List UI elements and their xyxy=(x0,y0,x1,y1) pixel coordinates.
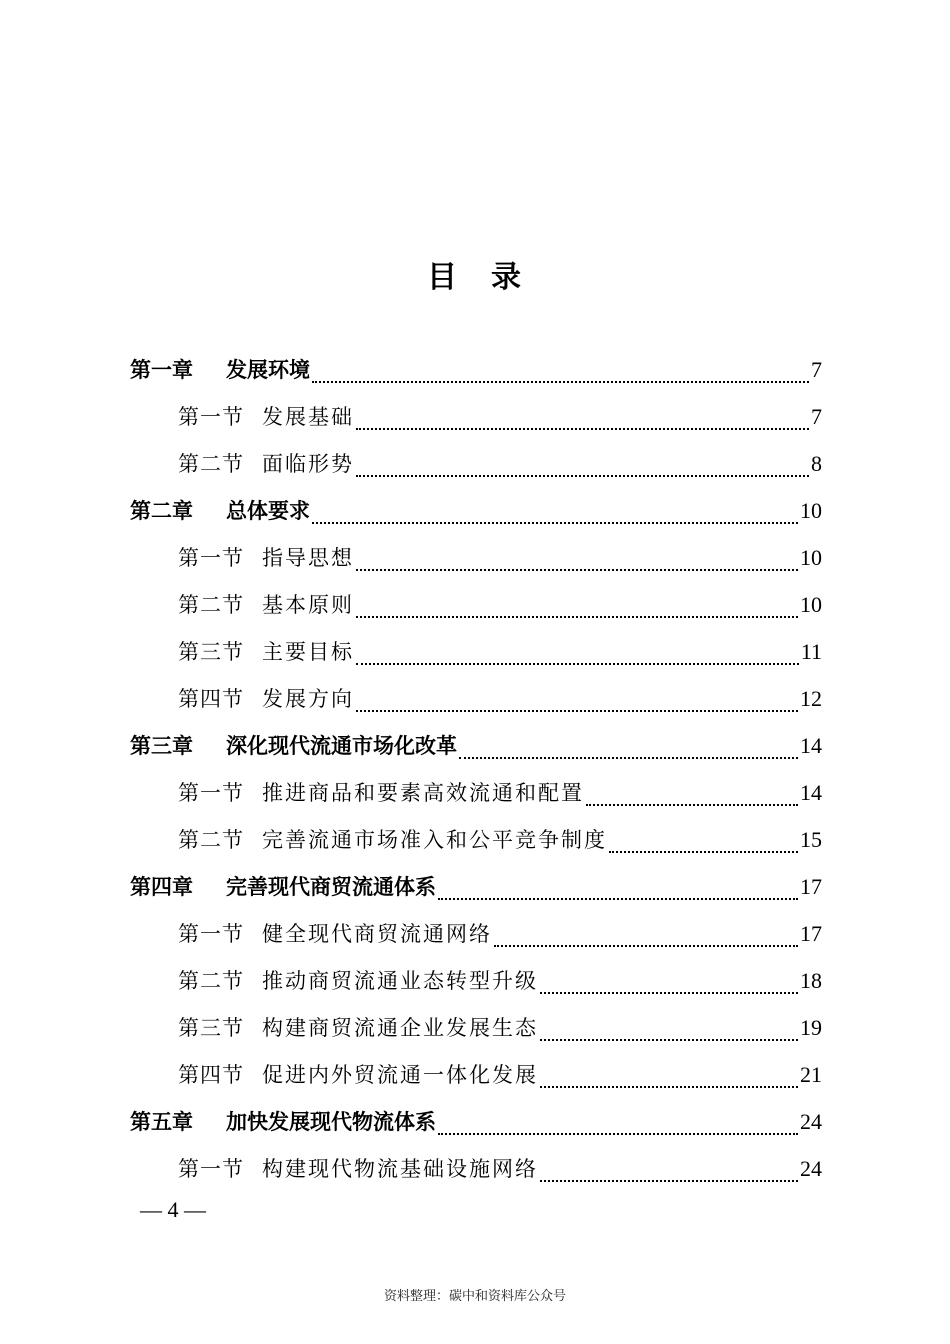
toc-entry-section[interactable] xyxy=(130,820,822,867)
dot-leader xyxy=(438,1133,798,1135)
toc-entry-number: 第二节 xyxy=(178,593,244,617)
toc-entry-page: 7 xyxy=(811,404,822,429)
toc-entry-name: 推动商贸流通业态转型升级 xyxy=(262,969,538,993)
toc-entry-label xyxy=(178,397,354,437)
toc-entry-page: 8 xyxy=(811,451,822,476)
toc-entry-chapter-5[interactable] xyxy=(130,1102,822,1149)
dot-leader xyxy=(312,522,798,524)
dot-leader xyxy=(586,804,798,806)
toc-entry-name: 发展方向 xyxy=(262,687,354,711)
toc-entry-page: 17 xyxy=(800,921,822,946)
dot-leader xyxy=(540,1180,798,1182)
toc-entry-number: 第一章 xyxy=(130,358,193,382)
toc-entry-label xyxy=(178,679,354,719)
toc-entry-label xyxy=(178,914,492,954)
toc-entry-name: 总体要求 xyxy=(226,499,310,523)
toc-entry-name: 健全现代商贸流通网络 xyxy=(262,922,492,946)
toc-entry-page: 10 xyxy=(800,545,822,570)
toc-entry-page: 12 xyxy=(800,686,822,711)
toc-entry-number: 第一节 xyxy=(178,405,244,429)
toc-entry-page: 11 xyxy=(800,639,822,664)
toc-entry-name: 促进内外贸流通一体化发展 xyxy=(262,1063,538,1087)
toc-entry-section[interactable] xyxy=(130,538,822,585)
toc-entry-name: 基本原则 xyxy=(262,593,354,617)
toc-entry-label xyxy=(178,1055,538,1095)
dot-leader xyxy=(356,569,798,571)
toc-entry-label xyxy=(130,726,457,766)
source-credit: 资料整理：碳中和资料库公众号 xyxy=(383,1289,566,1304)
toc-entry-number: 第三节 xyxy=(178,1016,244,1040)
toc-entry-name: 构建商贸流通企业发展生态 xyxy=(262,1016,538,1040)
toc-entry-section[interactable] xyxy=(130,397,822,444)
toc-entry-label xyxy=(130,1102,436,1142)
toc-entry-page: 7 xyxy=(811,357,822,382)
toc-entry-section[interactable] xyxy=(130,914,822,961)
toc-entry-section[interactable] xyxy=(130,1055,822,1102)
toc-entry-name: 发展环境 xyxy=(226,358,310,382)
toc-entry-label xyxy=(178,538,354,578)
toc-entry-label xyxy=(178,585,354,625)
toc-entry-section[interactable] xyxy=(130,1008,822,1055)
toc-entry-label xyxy=(130,350,310,390)
toc-entry-page: 24 xyxy=(800,1109,822,1134)
toc-entry-number: 第五章 xyxy=(130,1110,193,1134)
toc-entry-number: 第三章 xyxy=(130,734,193,758)
page-title: 目 录 xyxy=(427,260,523,295)
dot-leader xyxy=(312,381,809,383)
dot-leader xyxy=(459,757,798,759)
toc-entry-page: 17 xyxy=(800,874,822,899)
toc-entry-page: 10 xyxy=(800,592,822,617)
toc-entry-label xyxy=(178,961,538,1001)
toc-entry-chapter-4[interactable] xyxy=(130,867,822,914)
toc-entry-number: 第四节 xyxy=(178,1063,244,1087)
toc-entry-chapter-2[interactable] xyxy=(130,491,822,538)
toc-entry-page: 14 xyxy=(800,733,822,758)
toc-entry-label xyxy=(130,867,436,907)
toc-entry-name: 面临形势 xyxy=(262,452,354,476)
toc-entry-page: 10 xyxy=(800,498,822,523)
toc-entry-number: 第二节 xyxy=(178,969,244,993)
toc-entry-name: 加快发展现代物流体系 xyxy=(226,1110,436,1134)
toc-entry-label xyxy=(178,444,354,484)
dot-leader xyxy=(609,851,798,853)
toc-entry-page: 15 xyxy=(800,827,822,852)
toc-entry-section[interactable] xyxy=(130,773,822,820)
toc-entry-page: 24 xyxy=(800,1156,822,1181)
toc-entry-number: 第四节 xyxy=(178,687,244,711)
toc-entry-number: 第一节 xyxy=(178,546,244,570)
toc-entry-number: 第一节 xyxy=(178,781,244,805)
toc-entry-label xyxy=(130,491,310,531)
toc-entry-name: 深化现代流通市场化改革 xyxy=(226,734,457,758)
toc-entry-number: 第一节 xyxy=(178,922,244,946)
toc-entry-page: 18 xyxy=(800,968,822,993)
toc-entry-section[interactable] xyxy=(130,679,822,726)
toc-entry-section[interactable] xyxy=(130,961,822,1008)
toc-entry-number: 第三节 xyxy=(178,640,244,664)
dot-leader xyxy=(540,1039,798,1041)
toc-entry-name: 发展基础 xyxy=(262,405,354,429)
toc-entry-page: 14 xyxy=(800,780,822,805)
toc-entry-section[interactable] xyxy=(130,444,822,491)
dot-leader xyxy=(356,428,809,430)
toc-entry-number: 第四章 xyxy=(130,875,193,899)
dot-leader xyxy=(438,898,798,900)
dot-leader xyxy=(356,710,798,712)
page-number: — 4 — xyxy=(140,1197,206,1222)
toc-entry-name: 主要目标 xyxy=(262,640,354,664)
toc-entry-section[interactable] xyxy=(130,1149,822,1196)
toc-entry-label xyxy=(178,1008,538,1048)
toc-entry-label xyxy=(178,820,607,860)
toc-entry-chapter-1[interactable] xyxy=(130,350,822,397)
toc-entry-number: 第二节 xyxy=(178,452,244,476)
toc-entry-name: 构建现代物流基础设施网络 xyxy=(262,1157,538,1181)
toc-entry-chapter-3[interactable] xyxy=(130,726,822,773)
toc-entry-name: 完善现代商贸流通体系 xyxy=(226,875,436,899)
dot-leader xyxy=(356,616,798,618)
dot-leader xyxy=(356,475,809,477)
toc-entry-name: 推进商品和要素高效流通和配置 xyxy=(262,781,584,805)
toc-entry-section[interactable] xyxy=(130,632,822,679)
dot-leader xyxy=(356,663,799,665)
toc-entry-page: 21 xyxy=(800,1062,822,1087)
toc-entry-name: 完善流通市场准入和公平竞争制度 xyxy=(262,828,607,852)
toc-entry-section[interactable] xyxy=(130,585,822,632)
dot-leader xyxy=(494,945,798,947)
dot-leader xyxy=(540,1086,798,1088)
table-of-contents xyxy=(130,350,822,1196)
toc-entry-page: 19 xyxy=(800,1015,822,1040)
toc-entry-name: 指导思想 xyxy=(262,546,354,570)
toc-entry-label xyxy=(178,1149,538,1189)
toc-entry-number: 第二章 xyxy=(130,499,193,523)
dot-leader xyxy=(540,992,798,994)
toc-entry-label xyxy=(178,632,354,672)
toc-entry-label xyxy=(178,773,584,813)
toc-entry-number: 第一节 xyxy=(178,1157,244,1181)
toc-entry-number: 第二节 xyxy=(178,828,244,852)
